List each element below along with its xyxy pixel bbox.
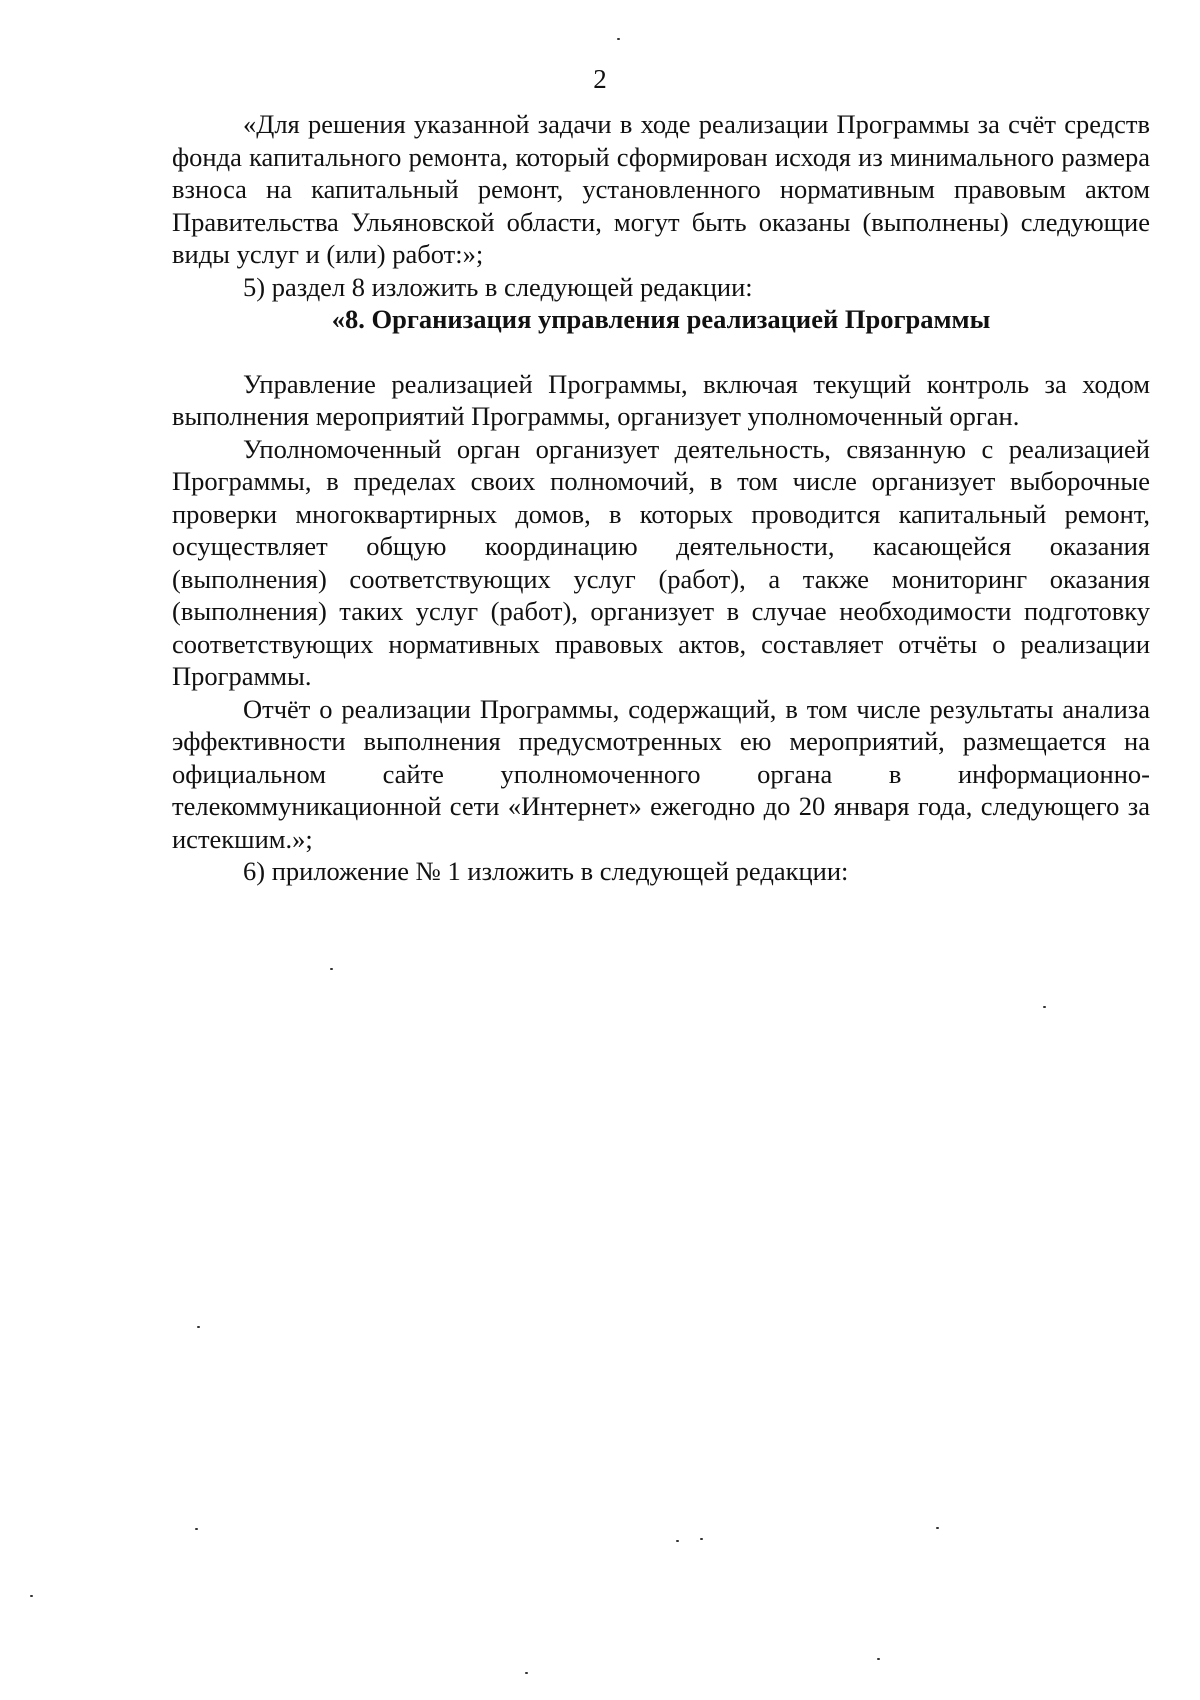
paragraph-item-5: 5) раздел 8 изложить в следующей редакции:: [243, 271, 753, 302]
scan-speck: [1043, 1006, 1046, 1008]
scan-speck: [676, 1540, 679, 1542]
paragraph-item-6: 6) приложение № 1 изложить в следующей редакции:: [243, 856, 849, 886]
section-heading: «8. Организация управления реализацией Программы: [331, 304, 991, 334]
document-body: [172, 108, 1150, 888]
paragraph-management: Управление реализацией Программы, включая текущий контроль за ходом выполнения мероприятий Программы, организует уполномоченный орган.: [172, 368, 1150, 431]
scan-speck: [30, 1595, 33, 1597]
scan-speck: [330, 968, 333, 970]
paragraph-task-funding: «Для решения указанной задачи в ходе реализации Программы за счёт средств фонда капитального ремонта, который сформирован исходя из минимального размера взноса на капитальный ремонт, установленного нормативным правовым актом Правительства Ульяновской области, могут быть оказаны (выполнены) следующие виды услуг и (или) работ:»;: [172, 109, 1150, 269]
paragraph-authorized-body: Уполномоченный орган организует деятельность, связанную с реализацией Программы, в пределах своих полномочий, в том числе организует выборочные проверки многоквартирных домов, в которых проводится капитальный ремонт, осуществляет общую координацию деятельности, касающейся оказания (выполнения) соответствующих услуг (работ), а также мониторинг оказания (выполнения) таких услуг (работ), организует в случае необходимости подготовку соответствующих нормативных правовых актов, составляет отчёты о реализации Программы.: [172, 433, 1150, 691]
scan-speck: [936, 1527, 939, 1529]
paragraph-report: Отчёт о реализации Программы, содержащий, в том числе результаты анализа эффективности выполнения предусмотренных ею мероприятий, размещается на официальном сайте уполномоченного органа в информационно-телекоммуникационной сети «Интернет» ежегодно до 20 января года, следующего за истекшим.»;: [172, 693, 1150, 854]
scan-speck: [195, 1528, 198, 1530]
scan-speck: [877, 1658, 880, 1660]
scan-speck: [525, 1672, 528, 1674]
page-number: 2: [593, 64, 607, 94]
scan-speck: [700, 1538, 703, 1540]
scan-speck: [197, 1326, 200, 1328]
scan-speck: [617, 38, 620, 40]
